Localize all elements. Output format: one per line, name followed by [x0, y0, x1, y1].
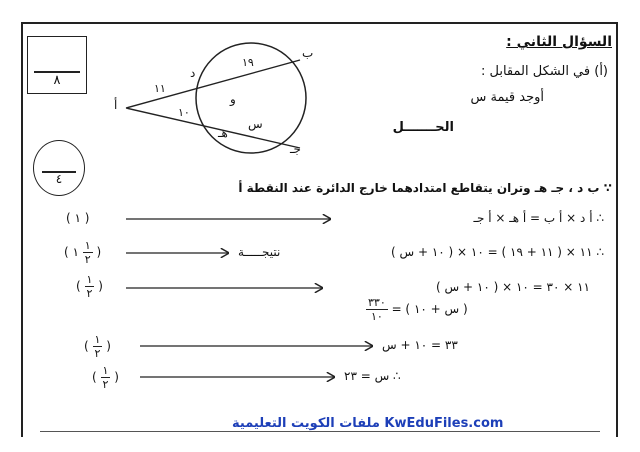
line6-ref-fraction	[101, 365, 111, 390]
solution-line3: ١١ × ٣٠ = ١٠ × ( ١٠ + س )	[436, 280, 590, 294]
solution-line5: ٣٣ = ١٠ + س	[382, 338, 458, 352]
label-point-h: هـ	[218, 126, 228, 140]
label-len-ah: ١٠	[178, 106, 190, 119]
open-paren: (	[92, 370, 97, 384]
close-paren: )	[98, 279, 103, 293]
part-score: ٤	[55, 172, 63, 186]
line2-ref-lead: ( ١	[64, 245, 79, 259]
question-title: السؤال الثاني :	[506, 34, 612, 50]
label-point-b: ب	[302, 46, 314, 60]
solution-heading: الحـــــــل	[392, 120, 454, 135]
footer-rule	[40, 431, 600, 432]
line4-fraction	[366, 297, 388, 322]
label-center: و	[230, 92, 236, 106]
solution-line2: ∴ ١١ × ( ١١ + ١٩ ) = ١٠ × ( ١٠ + س )	[391, 245, 604, 259]
solution-line1: ∴ أ د × أ ب = أ هـ × أ جـ	[473, 211, 604, 225]
fraction-denominator: ٢	[84, 253, 91, 266]
fraction-denominator: ٢	[102, 378, 109, 391]
label-len-hj: س	[248, 117, 263, 131]
line1-reference: ( ١ )	[66, 211, 90, 225]
line3-ref-fraction	[85, 274, 95, 299]
fraction-denominator: ٢	[94, 347, 101, 360]
line2-reference	[64, 240, 101, 265]
label-point-a: أ	[114, 98, 118, 112]
question-score: ٨	[53, 73, 61, 88]
line6-reference	[92, 365, 119, 390]
fraction-numerator: ١	[86, 273, 93, 286]
open-paren: (	[84, 339, 89, 353]
fraction-numerator: ١	[94, 333, 101, 346]
line5-reference	[84, 334, 111, 359]
fraction-numerator: ١	[84, 239, 91, 252]
fraction-numerator: ١	[102, 364, 109, 377]
close-paren: )	[106, 339, 111, 353]
line4-lhs: ( س + ١٠ ) =	[391, 302, 468, 316]
solution-line4	[366, 297, 468, 322]
footer-site-link[interactable]: ملفات الكويت التعليمية KwEduFiles.com	[232, 416, 504, 431]
open-paren: (	[76, 279, 81, 293]
fraction-numerator: ٣٣٠	[368, 296, 386, 309]
label-len-ad: ١١	[154, 82, 166, 95]
given-statement: ∵ ب د ، جـ هـ وتران يتقاطع امتدادهما خارج الدائرة عند النقطة أ	[238, 181, 612, 195]
fraction-denominator: ١٠	[370, 310, 383, 323]
label-point-d: د	[190, 66, 196, 80]
line3-reference	[76, 274, 103, 299]
close-paren: )	[114, 370, 119, 384]
close-paren: )	[96, 245, 102, 259]
fraction-denominator: ٢	[86, 287, 93, 300]
solution-line6: ∴ س = ٢٣	[344, 369, 401, 383]
line2-note: نتيجـــــة	[238, 245, 281, 259]
line2-ref-fraction	[83, 240, 93, 265]
label-point-j: جـ	[290, 142, 301, 156]
line5-ref-fraction	[93, 334, 103, 359]
part-label: (أ) في الشكل المقابل :	[481, 64, 608, 79]
task-text: أوجد قيمة س	[470, 90, 544, 105]
label-len-db: ١٩	[242, 56, 254, 69]
